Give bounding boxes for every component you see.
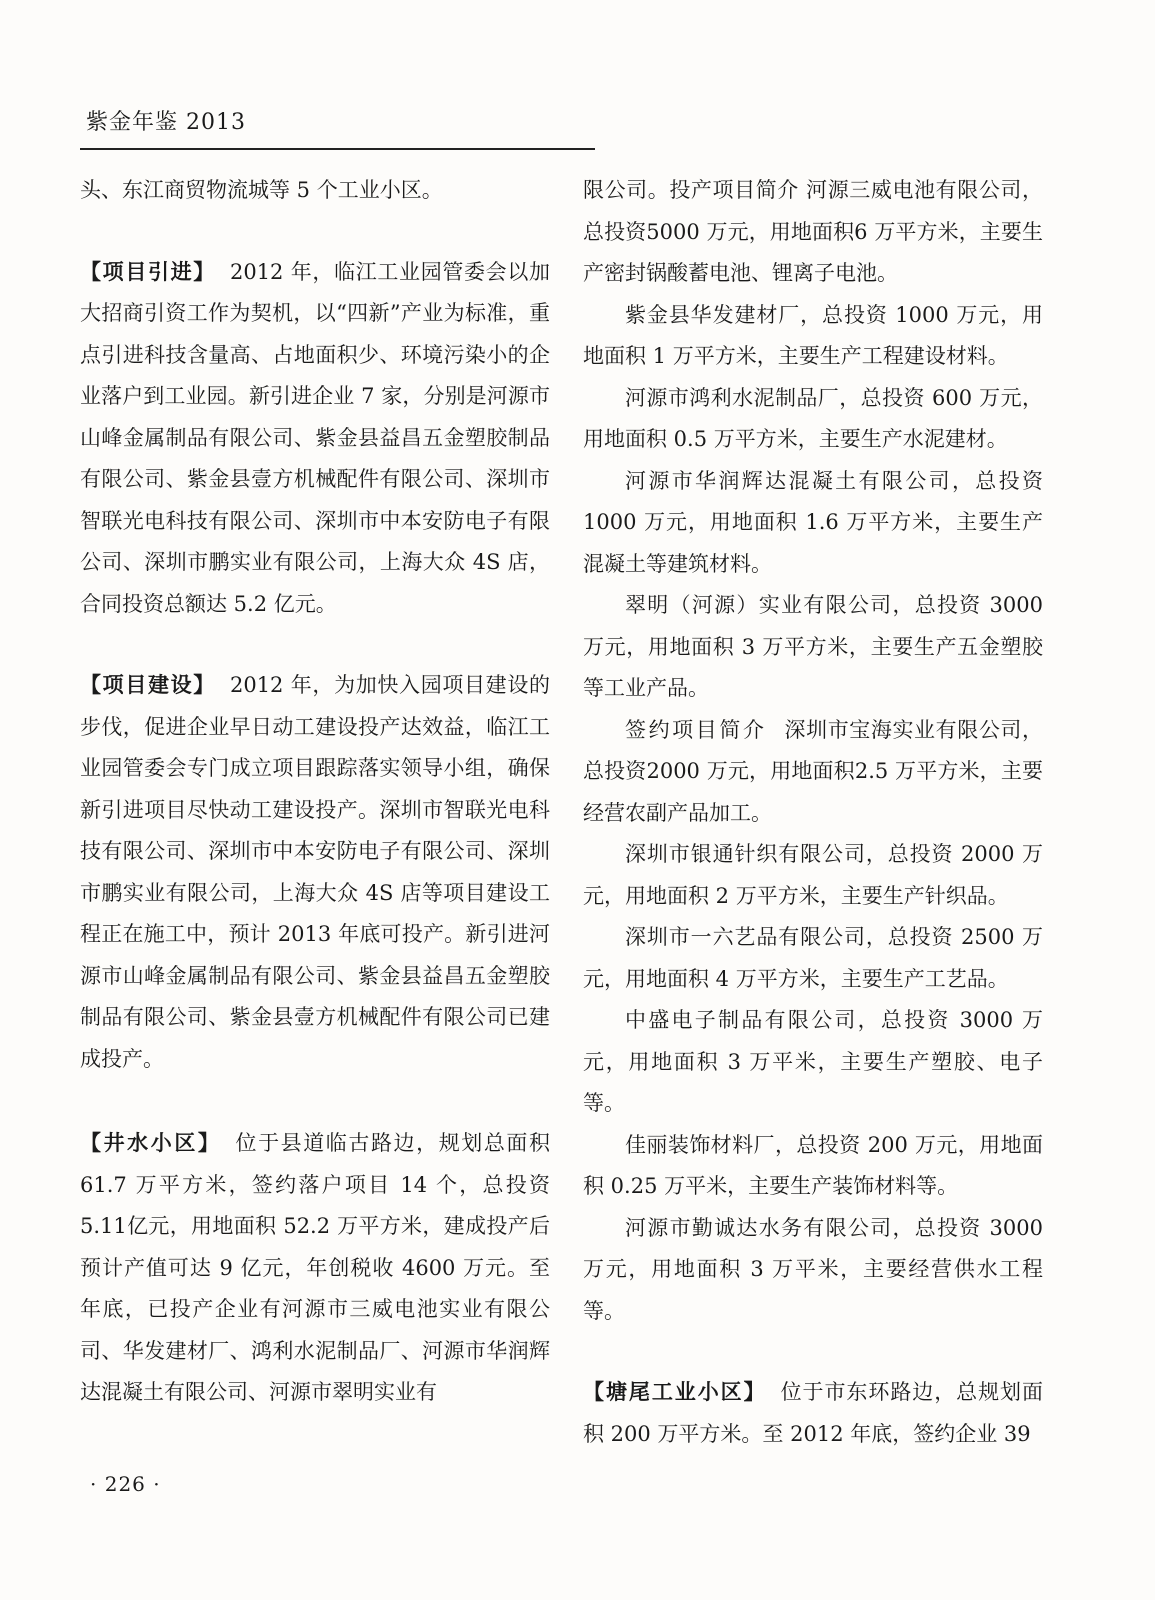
paragraph: 河源市华润辉达混凝土有限公司，总投资 1000 万元，用地面积 1.6 万平方米，主要生产混凝土等建筑材料。	[583, 468, 1043, 576]
paragraph: 佳丽装饰材料厂，总投资 200 万元，用地面积 0.25 万平米，主要生产装饰材料等。	[583, 1132, 1043, 1198]
section-title: 【塘尾工业小区】	[583, 1379, 767, 1404]
continued-paragraph: 限公司。投产项目简介 河源三威电池有限公司，总投资5000 万元，用地面积6 万平方米，主要生产密封锅酸蓄电池、锂离子电池。	[583, 178, 1043, 285]
right-column	[583, 170, 1043, 1455]
paragraph: 紫金县华发建材厂，总投资 1000 万元，用地面积 1 万平方米，主要生产工程建设材料。	[583, 302, 1043, 368]
paragraph-text: 深圳市宝海实业有限公司，总投资2000 万元，用地面积2.5 万平方米，主要经营农副产品加工。	[583, 717, 1044, 825]
section-tangwei-zone	[583, 1371, 1043, 1455]
lead-label: 签约项目简介	[625, 717, 767, 742]
paragraph: 河源市鸿利水泥制品厂，总投资 600 万元，用地面积 0.5 万平方米，主要生产水泥建材。	[583, 385, 1043, 451]
page-number: · 226 ·	[90, 1472, 161, 1496]
section-text: 2012 年，临江工业园管委会以加大招商引资工作为契机，以“四新”产业为标准，重点引进科技含量高、占地面积少、环境污染小的企业落户到工业园。新引进企业 7 家，分别是河源市山峰金属制品有限公司、紫金县益昌五金塑胶制品有限公司、紫金县壹方机械配件有限公司、深圳市智联光电科技有限公司、深圳市中本安防电子有限公司、深圳市鹏实业有限公司，上海大众 4S 店，合同投资总额达 5.2 亿元。	[80, 259, 551, 616]
paragraph: 中盛电子制品有限公司，总投资 3000 万元，用地面积 3 万平米，主要生产塑胶、电子等。	[583, 1008, 1043, 1115]
header-rule	[80, 148, 595, 150]
paragraph: 深圳市一六艺品有限公司，总投资 2500 万元，用地面积 4 万平方米，主要生产工艺品。	[583, 925, 1043, 991]
section-title: 【项目引进】	[80, 258, 216, 284]
paragraph: 翠明（河源）实业有限公司，总投资 3000 万元，用地面积 3 万平方米，主要生产五金塑胶等工业产品。	[583, 593, 1043, 700]
paragraph-signed-projects	[583, 710, 1043, 835]
continued-paragraph: 头、东江商贸物流城等 5 个工业小区。	[80, 178, 443, 202]
section-jingshui-zone	[80, 1122, 550, 1414]
paragraph: 河源市勤诚达水务有限公司，总投资 3000 万元，用地面积 3 万平米，主要经营供水工程等。	[583, 1215, 1043, 1323]
section-text: 位于市东环路边，总规划面积 200 万平方米。至 2012 年底，签约企业 39	[583, 1380, 1043, 1446]
section-title: 【井水小区】	[80, 1130, 222, 1155]
running-header: 紫金年鉴 2013	[86, 110, 246, 135]
section-title: 【项目建设】	[80, 672, 216, 697]
section-text: 位于县道临古路边，规划总面积 61.7 万平方米，签约落户项目 14 个，总投资 5.11亿元，用地面积 52.2 万平方米，建成投产后预计产值可达 9 亿元，年创税收 4600 万元。至年底，已投产企业有河源市三威电池实业有限公司、华发建材厂、鸿利水泥制品厂、河源市华润辉达混凝土有限公司、河源市翠明实业有	[80, 1131, 551, 1404]
left-column	[80, 170, 550, 1414]
paragraph: 深圳市银通针织有限公司，总投资 2000 万元，用地面积 2 万平方米，主要生产针织品。	[583, 842, 1043, 908]
section-project-construction	[80, 664, 550, 1080]
section-text: 2012 年，为加快入园项目建设的步伐，促进企业早日动工建设投产达效益，临江工业园管委会专门成立项目跟踪落实领导小组，确保新引进项目尽快动工建设投产。深圳市智联光电科技有限公司、深圳市中本安防电子有限公司、深圳市鹏实业有限公司，上海大众 4S 店等项目建设工程正在施工中，预计 2013 年底可投产。新引进河源市山峰金属制品有限公司、紫金县益昌五金塑胶制品有限公司、紫金县壹方机械配件有限公司已建成投产。	[80, 673, 551, 1071]
section-project-introduction	[80, 251, 550, 626]
